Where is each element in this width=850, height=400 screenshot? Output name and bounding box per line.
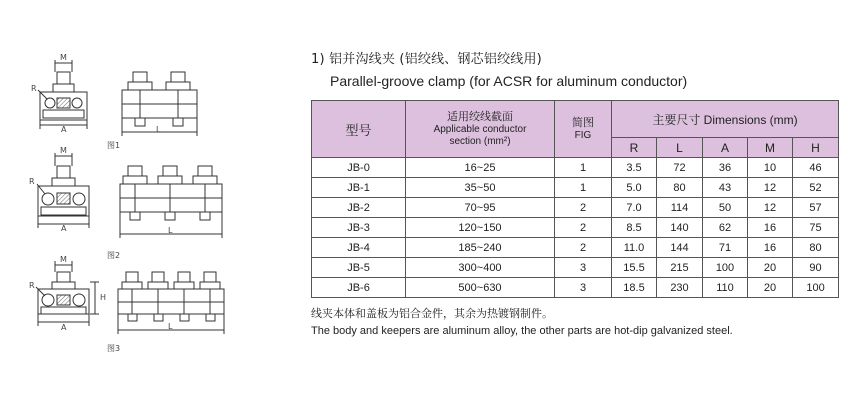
header-dimensions: 主要尺寸 Dimensions (mm) <box>612 101 839 138</box>
note-chinese: 线夹本体和盖板为铝合金件，其余为热镀钢制件。 <box>311 307 553 320</box>
cell-section: 185~240 <box>406 238 555 258</box>
cell-l: 230 <box>657 278 703 298</box>
cell-a: 71 <box>703 238 748 258</box>
cell-a: 100 <box>703 258 748 278</box>
fig2-m-label: M <box>60 146 67 155</box>
cell-section: 120~150 <box>406 218 555 238</box>
cell-fig: 1 <box>555 158 612 178</box>
header-dim-m: M <box>748 138 793 158</box>
fig2-caption: 图2 <box>107 251 121 260</box>
table-row <box>312 198 839 218</box>
cell-h: 52 <box>793 178 839 198</box>
header-fig <box>555 101 612 158</box>
fig1-m-label: M <box>60 53 67 62</box>
cell-r: 8.5 <box>612 218 657 238</box>
cell-r: 7.0 <box>612 198 657 218</box>
fig1-a-label: A <box>61 125 67 134</box>
cell-l: 144 <box>657 238 703 258</box>
fig3-l-label: L <box>168 322 173 331</box>
table-row <box>312 218 839 238</box>
header-section <box>406 101 555 158</box>
fig3-a-label: A <box>61 323 67 332</box>
cell-l: 140 <box>657 218 703 238</box>
cell-model: JB-1 <box>312 178 406 198</box>
cell-h: 57 <box>793 198 839 218</box>
header-section-en-1: Applicable conductor <box>433 123 527 135</box>
header-section-cn: 适用绞线截面 <box>447 110 513 123</box>
cell-m: 12 <box>748 178 793 198</box>
cell-r: 18.5 <box>612 278 657 298</box>
cell-fig: 3 <box>555 278 612 298</box>
spec-table <box>311 100 839 298</box>
table-header-row-1 <box>312 101 839 138</box>
cell-fig: 3 <box>555 258 612 278</box>
cell-r: 3.5 <box>612 158 657 178</box>
cell-l: 215 <box>657 258 703 278</box>
cell-model: JB-0 <box>312 158 406 178</box>
table-row <box>312 238 839 258</box>
clamp-drawings <box>0 0 300 400</box>
cell-m: 16 <box>748 238 793 258</box>
heading-chinese: 1) 铝并沟线夹 (铝绞线、钢芯铝绞线用) <box>311 52 542 67</box>
table-row <box>312 278 839 298</box>
cell-m: 16 <box>748 218 793 238</box>
figure-area <box>0 0 300 400</box>
fig2-r-label: R <box>29 177 35 186</box>
cell-fig: 2 <box>555 238 612 258</box>
header-section-en-2: section (mm²) <box>449 135 511 147</box>
cell-model: JB-5 <box>312 258 406 278</box>
cell-section: 16~25 <box>406 158 555 178</box>
cell-section: 35~50 <box>406 178 555 198</box>
fig1-l-label: L <box>156 125 161 134</box>
cell-l: 114 <box>657 198 703 218</box>
cell-m: 12 <box>748 198 793 218</box>
header-dim-a: A <box>703 138 748 158</box>
fig1-r-label: R <box>31 84 37 93</box>
fig2-front-view <box>37 153 89 228</box>
cell-h: 100 <box>793 278 839 298</box>
cell-fig: 1 <box>555 178 612 198</box>
cell-r: 11.0 <box>612 238 657 258</box>
cell-a: 43 <box>703 178 748 198</box>
cell-model: JB-6 <box>312 278 406 298</box>
header-model: 型号 <box>312 101 406 158</box>
cell-section: 500~630 <box>406 278 555 298</box>
cell-h: 90 <box>793 258 839 278</box>
fig2-a-label: A <box>61 224 67 233</box>
cell-l: 80 <box>657 178 703 198</box>
table-row <box>312 178 839 198</box>
cell-m: 20 <box>748 258 793 278</box>
cell-a: 62 <box>703 218 748 238</box>
header-dim-h: H <box>793 138 839 158</box>
cell-section: 70~95 <box>406 198 555 218</box>
cell-model: JB-2 <box>312 198 406 218</box>
header-fig-en: FIG <box>574 129 592 141</box>
cell-fig: 2 <box>555 218 612 238</box>
cell-fig: 2 <box>555 198 612 218</box>
cell-a: 50 <box>703 198 748 218</box>
fig3-m-label: M <box>60 255 67 264</box>
cell-h: 75 <box>793 218 839 238</box>
cell-h: 80 <box>793 238 839 258</box>
cell-model: JB-4 <box>312 238 406 258</box>
fig3-r-label: R <box>29 281 35 290</box>
cell-model: JB-3 <box>312 218 406 238</box>
table-row <box>312 258 839 278</box>
cell-m: 10 <box>748 158 793 178</box>
heading-english: Parallel-groove clamp (for ACSR for aluminum conductor) <box>330 73 688 89</box>
header-dim-r: R <box>612 138 657 158</box>
cell-m: 20 <box>748 278 793 298</box>
cell-a: 36 <box>703 158 748 178</box>
fig3-h-label: H <box>100 293 107 302</box>
cell-section: 300~400 <box>406 258 555 278</box>
cell-a: 110 <box>703 278 748 298</box>
note-english: The body and keepers are aluminum alloy, the other parts are hot-dip galvanized steel. <box>311 325 733 337</box>
cell-l: 72 <box>657 158 703 178</box>
fig1-front-view <box>38 60 87 129</box>
fig2-l-label: L <box>168 226 173 235</box>
header-fig-cn: 简图 <box>572 116 594 129</box>
fig3-front-view <box>36 261 99 326</box>
cell-r: 15.5 <box>612 258 657 278</box>
fig1-caption: 图1 <box>107 141 121 150</box>
cell-h: 46 <box>793 158 839 178</box>
fig3-caption: 图3 <box>107 344 121 353</box>
cell-r: 5.0 <box>612 178 657 198</box>
header-dim-l: L <box>657 138 703 158</box>
table-row <box>312 158 839 178</box>
